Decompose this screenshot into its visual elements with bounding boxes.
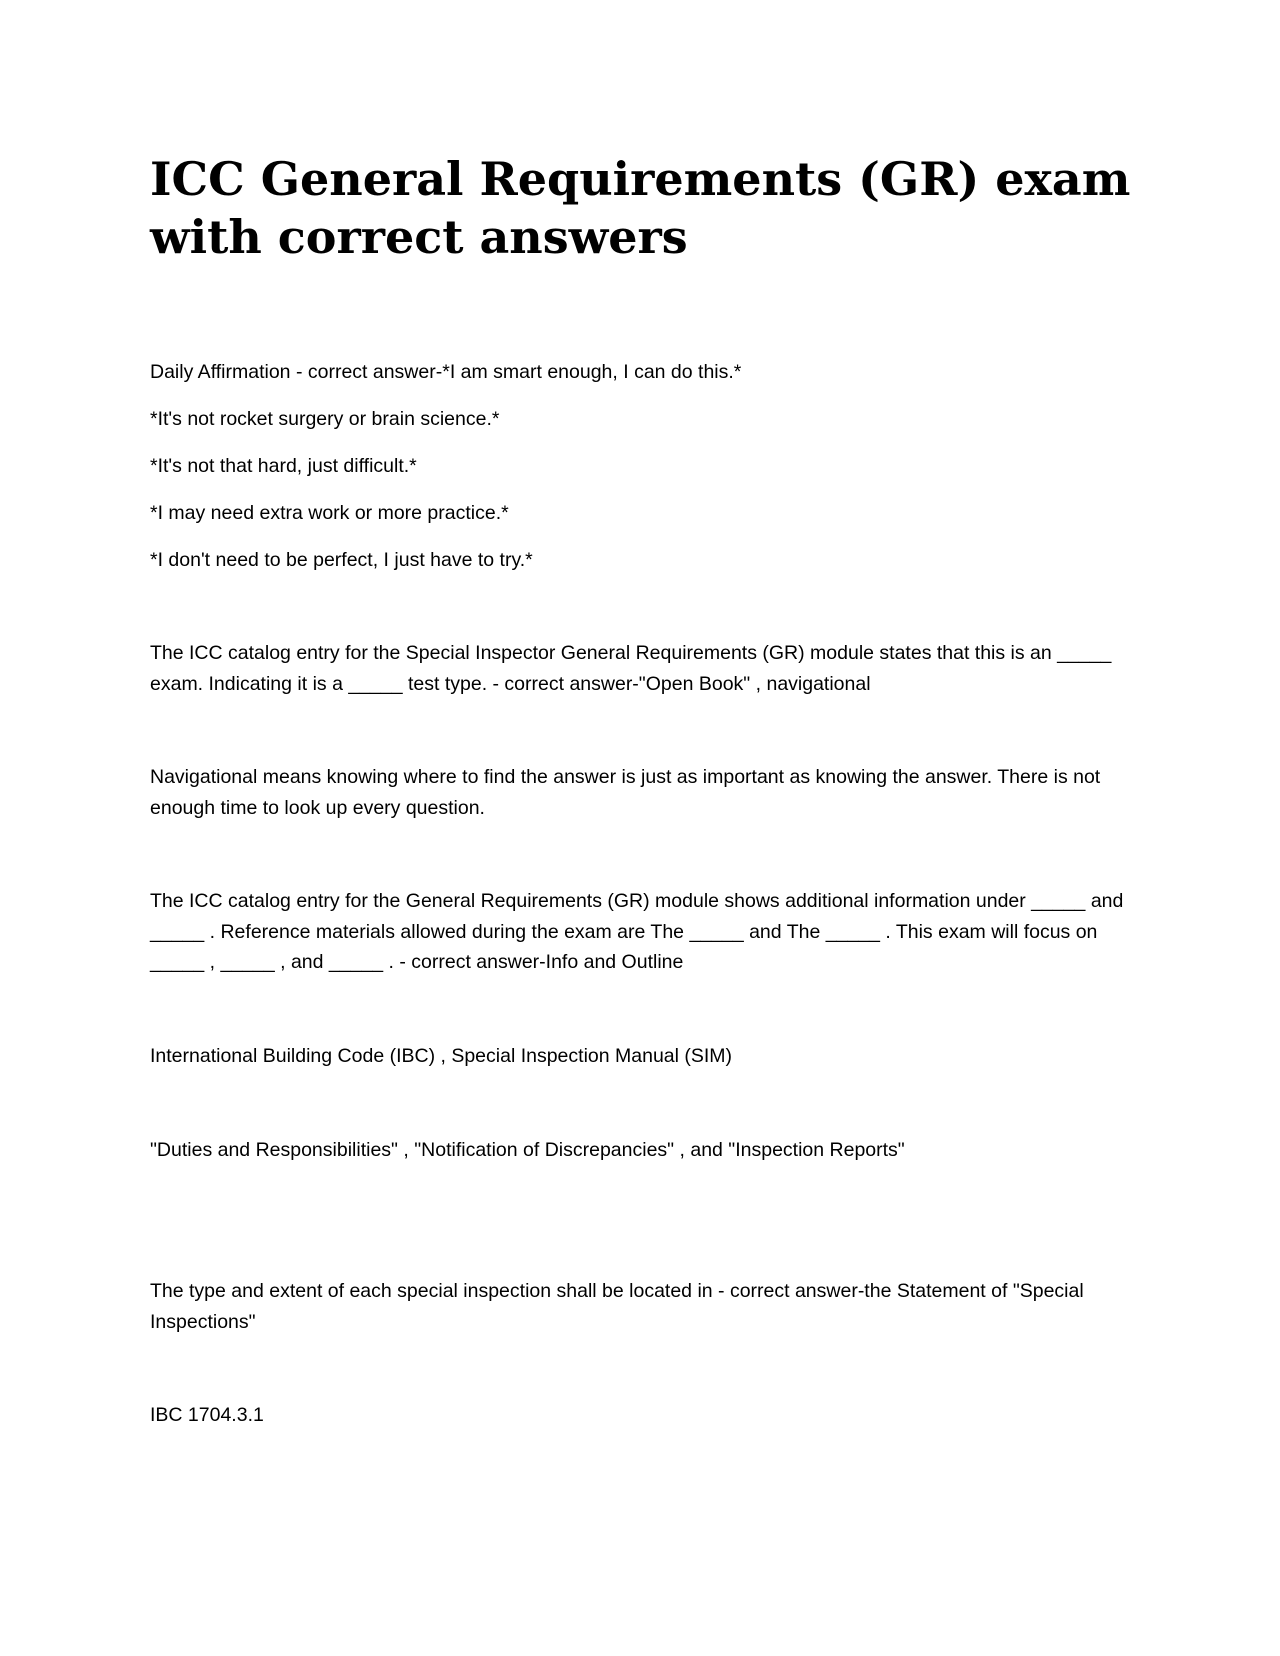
paragraph-focus-topics: "Duties and Responsibilities" , "Notification of Discrepancies" , and "Inspection Reports" bbox=[150, 1139, 905, 1161]
paragraph-affirmation-5: *I don't need to be perfect, I just have to try.* bbox=[150, 549, 533, 571]
paragraph-ibc-reference: IBC 1704.3.1 bbox=[150, 1404, 264, 1426]
paragraph-affirmation-2: *It's not rocket surgery or brain science.* bbox=[150, 408, 500, 430]
paragraph-reference-materials: International Building Code (IBC) , Special Inspection Manual (SIM) bbox=[150, 1045, 733, 1067]
page-title: ICC General Requirements (GR) exam with correct answers bbox=[150, 152, 1131, 264]
paragraph-affirmation-3: *It's not that hard, just difficult.* bbox=[150, 455, 417, 477]
paragraph-daily-affirmation: Daily Affirmation - correct answer-*I am smart enough, I can do this.* bbox=[150, 361, 742, 383]
paragraph-navigational-note: Navigational means knowing where to find the answer is just as important as knowing the answer. There is not enough time to look up every question. bbox=[150, 766, 1101, 819]
paragraph-affirmation-4: *I may need extra work or more practice.* bbox=[150, 502, 509, 524]
paragraph-question-open-book: The ICC catalog entry for the Special Inspector General Requirements (GR) module states that this is an _____ exam. Indicating it is a _____ test type. - correct answer-"Open Book" , navigational bbox=[150, 642, 1112, 695]
paragraph-question-statement: The type and extent of each special inspection shall be located in - correct answer-the Statement of "Special Inspections" bbox=[150, 1280, 1084, 1333]
paragraph-question-info-outline: The ICC catalog entry for the General Requirements (GR) module shows additional information under _____ and _____ . Reference materials allowed during the exam are The _____ and The _____ . This exam will focus on _____ , _____ , and _____ . - correct answer-Info and Outline bbox=[150, 890, 1124, 973]
